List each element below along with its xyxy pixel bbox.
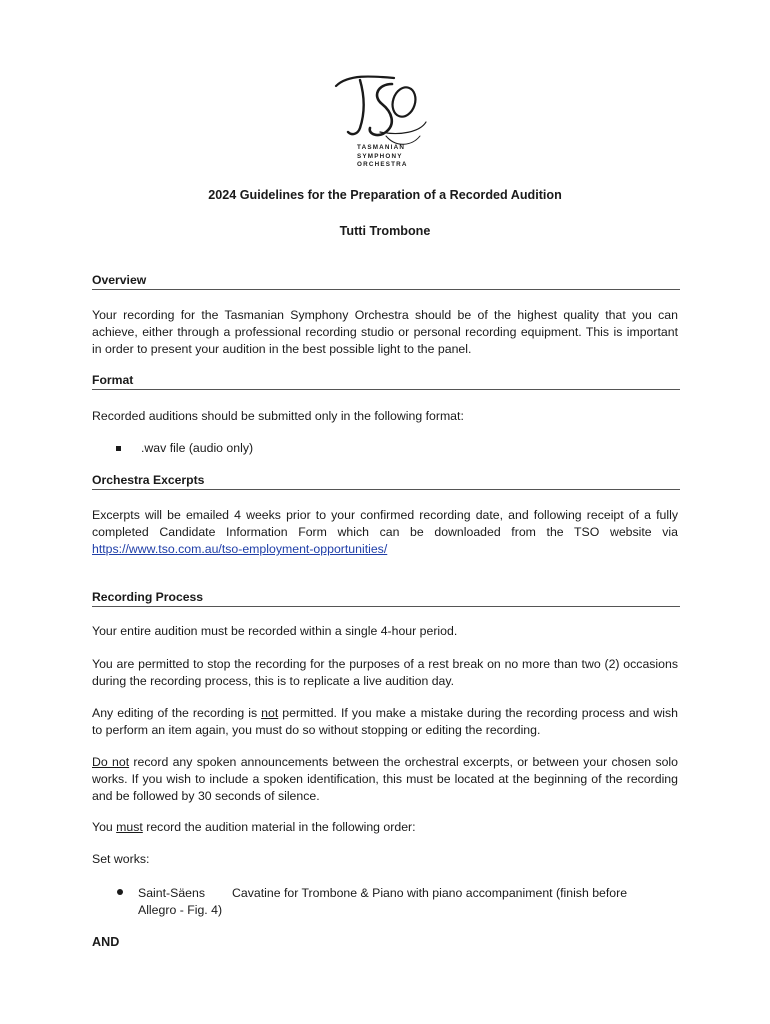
round-bullet-icon	[117, 889, 123, 895]
p3-part-c: permitted. If you make a mistake during the recording process and wish to perform an item again, you must do so without stopping or editing the recording.	[92, 706, 679, 737]
format-text: Recorded auditions should be submitted only in the following format:	[92, 409, 464, 423]
and-label: AND	[92, 935, 120, 949]
process-para-2: You are permitted to stop the recording for the purposes of a rest break on no more than two (2) occasions during the recording process, this is to replicate a live audition day.	[92, 657, 678, 688]
p3-emphasis: not	[261, 706, 279, 720]
process-para-4	[92, 754, 678, 805]
logo-wordmark	[357, 144, 427, 170]
excerpts-text	[92, 507, 678, 558]
p5-part-c: record the audition material in the following order:	[142, 820, 416, 834]
tso-monogram-icon	[330, 70, 430, 150]
p5-part-a: You	[92, 820, 117, 834]
process-para-1: Your entire audition must be recorded within a single 4-hour period.	[92, 624, 458, 638]
set-work-piece: Cavatine for Trombone & Piano with piano accompaniment (finish before	[232, 886, 628, 900]
set-work-composer: Saint-Säens	[138, 886, 205, 900]
process-para-5	[92, 819, 678, 836]
process-para-3	[92, 705, 678, 739]
p4-part-b: record any spoken announcements between the orchestral excerpts, or between your chosen solo works. If you wish to include a spoken identification, this must be located at the beginning of the recording and be followed by 30 seconds of silence.	[92, 755, 678, 803]
logo-line-1: TASMANIAN	[357, 144, 406, 151]
excerpts-heading: Orchestra Excerpts	[92, 473, 680, 490]
set-works-label: Set works:	[92, 852, 150, 866]
p4-emphasis: Do not	[92, 755, 130, 769]
excerpts-body: Excerpts will be emailed 4 weeks prior to your confirmed recording date, and following receipt of a fully completed Candidate Information Form which can be downloaded from the TSO website via	[92, 508, 678, 539]
logo-line-3: ORCHESTRA	[357, 161, 408, 169]
document-title: 2024 Guidelines for the Preparation of a Recorded Audition	[208, 188, 562, 202]
process-heading: Recording Process	[92, 590, 680, 607]
employment-link[interactable]: https://www.tso.com.au/tso-employment-opportunities/	[92, 542, 388, 556]
set-work-continuation: Allegro - Fig. 4)	[138, 903, 223, 917]
p5-emphasis: must	[116, 820, 143, 834]
format-bullet-item: .wav file (audio only)	[141, 441, 254, 455]
overview-text: Your recording for the Tasmanian Symphony Orchestra should be of the highest quality that you can achieve, either through a professional recording studio or personal recording equipment. This is important in order to present your audition in the best possible light to the panel.	[92, 308, 678, 356]
p3-part-a: Any editing of the recording is	[92, 706, 262, 720]
format-heading: Format	[92, 373, 680, 390]
logo-line-2: SYMPHONY	[357, 152, 403, 160]
document-subtitle: Tutti Trombone	[339, 224, 431, 238]
overview-heading: Overview	[92, 273, 680, 290]
square-bullet-icon	[116, 446, 121, 451]
